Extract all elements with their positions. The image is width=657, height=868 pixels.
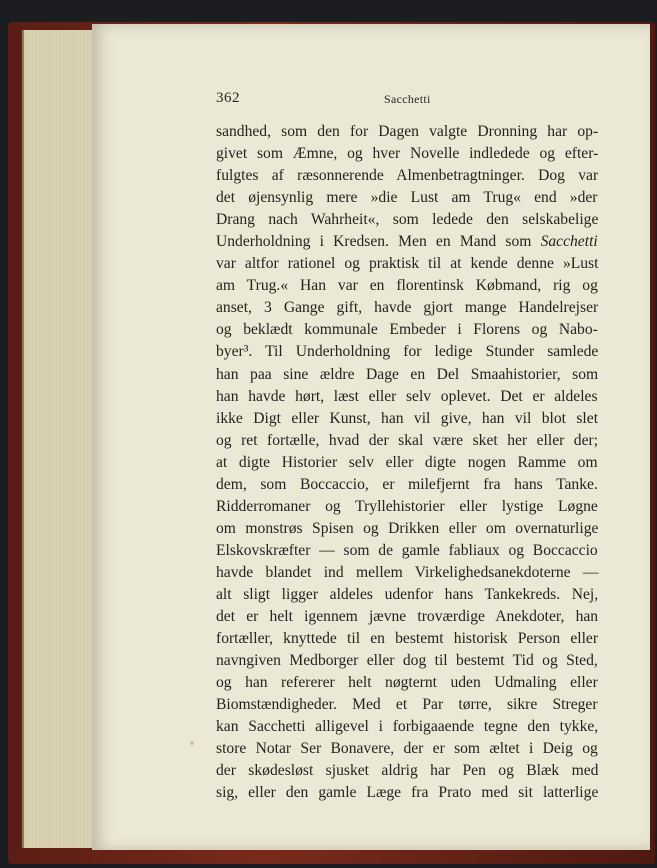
text-line: og beklædt kommunale Embeder i Florens og Nabo- <box>216 321 598 339</box>
text-line: alt sligt ligger aldeles udenfor hans Tankekreds. Nej, <box>216 585 599 603</box>
text-line: fulgtes af ræsonnerende Almenbetragtninger. Dog var <box>216 167 599 185</box>
running-title: Sacchetti <box>384 92 431 106</box>
text-line: Biomstændigheder. Med et Par tørre, sikre Streger <box>216 696 598 714</box>
text-line: at digte Historier selv eller digte nogen Ramme om <box>216 453 598 471</box>
text-line: ikke Digt eller Kunst, han vil give, han vil blot slet <box>216 409 599 427</box>
text-line: der skødesløst sjusket aldrig har Pen og Blæk med <box>216 762 599 780</box>
text-line: og han refererer helt nøgternt uden Udmaling eller <box>216 674 598 692</box>
text-line: sandhed, som den for Dagen valgte Dronning har op- <box>216 123 599 140</box>
text-line: sig, eller den gamle Læge fra Prato med sit latterlige <box>216 784 599 802</box>
text-line: navngiven Medborger eller dog til bestemt Tid og Sted, <box>216 652 598 670</box>
text-line: om monstrøs Spisen og Drikken eller om overnaturlige <box>216 519 599 537</box>
text-line: am Trug.« Han var en florentinsk Købmand, rig og <box>216 277 598 295</box>
italic-author-name: Sacchetti <box>540 233 598 251</box>
text-line: anset, 3 Gange gift, havde gjort mange Handelrejser <box>216 299 599 317</box>
text-line: var altfor rationel og praktisk til at kende denne »Lust <box>216 255 599 273</box>
text-line: givet som Æmne, og hver Novelle indledede og efter- <box>216 145 599 163</box>
body-text <box>216 121 598 804</box>
text-line: og ret fortælle, hvad der skal være sket her eller der; <box>216 431 599 449</box>
text-line: kan Sacchetti alligevel i forbigaaende tegne den tykke, <box>216 718 599 736</box>
paper-speck <box>190 741 194 745</box>
text-line: Elskovskræfter — som de gamle fabliaux og Boccaccio <box>216 541 598 559</box>
page-edges <box>22 30 102 848</box>
text-line: havde blandet ind mellem Virkelighedsanekdoterne — <box>216 563 599 581</box>
page-number: 362 <box>216 90 240 106</box>
text-line: fortæller, knyttede til en bestemt historisk Person eller <box>216 630 599 648</box>
text-line: byer³. Til Underholdning for ledige Stunder samlede <box>216 343 599 361</box>
text-line: store Notar Ser Bonavere, der er som æltet i Deig og <box>216 740 598 758</box>
text-line: han havde hørt, læst eller selv oplevet. Det er aldeles <box>216 387 598 405</box>
text-line: dem, som Boccaccio, er milefjernt fra hans Tanke. <box>216 475 598 493</box>
text-line: Ridderromaner og Tryllehistorier eller lystige Løgne <box>216 497 598 515</box>
text-line: det er helt igennem jævne troværdige Anekdoter, han <box>216 608 599 626</box>
running-head <box>124 90 604 110</box>
text-line: det øjensynlig mere »die Lust am Trug« end »der <box>216 189 598 207</box>
text-line: han paa sine ældre Dage en Del Smaahistorier, som <box>216 365 599 383</box>
text-line: Drang nach Wahrheit«, som ledede den selskabelige <box>216 211 599 229</box>
text-line: Underholdning i Kredsen. Men en Mand som Sacchetti <box>216 233 598 251</box>
